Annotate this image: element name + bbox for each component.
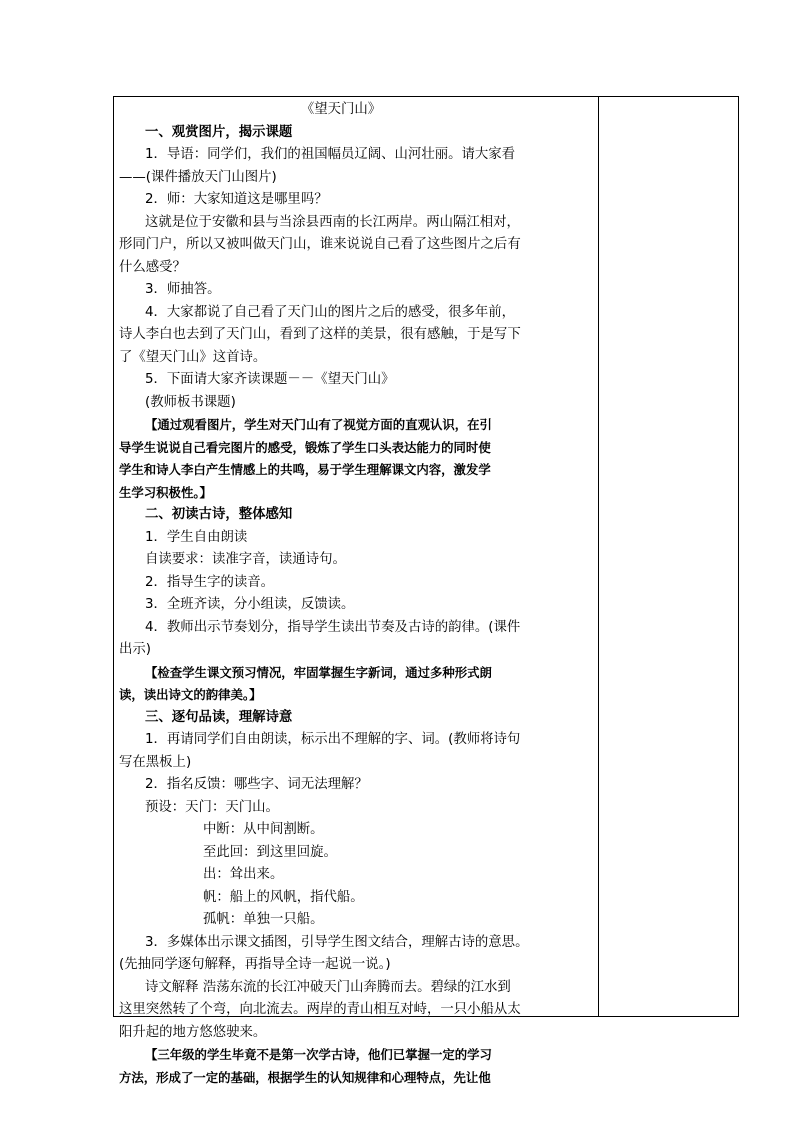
text-line: 5．下面请大家齐读课题－－《望天门山》 bbox=[145, 372, 395, 387]
text-line: 1．导语：同学们，我们的祖国幅员辽阔、山河壮丽。请大家看 bbox=[145, 147, 516, 162]
teaching-note-line: 导学生说说自己看完图片的感受，锻炼了学生口头表达能力的同时使 bbox=[119, 439, 491, 455]
text-line: 孤帆：单独一只船。 bbox=[203, 912, 324, 927]
text-line: 出：耸出来。 bbox=[203, 867, 284, 882]
teaching-note-line: 学生和诗人李白产生情感上的共鸣，易于学生理解课文内容，激发学 bbox=[119, 462, 491, 477]
notes-cell-empty bbox=[599, 97, 738, 1016]
text-line: 了《望天门山》这首诗。 bbox=[119, 349, 267, 365]
text-line: 2．师：大家知道这是哪里吗？ bbox=[145, 192, 328, 207]
text-line: 写在黑板上) bbox=[119, 754, 192, 770]
text-line: 3．多媒体出示课文插图，引导学生图文结合，理解古诗的意思。 bbox=[145, 934, 529, 950]
teaching-note-line: 生学习积极性。】 bbox=[119, 484, 212, 500]
teaching-note-line: 【检查学生课文预习情况，牢固掌握生字新词，通过多种形式朗 bbox=[145, 664, 492, 680]
text-line: 4．大家都说了自己看了天门山的图片之后的感受，很多年前， bbox=[145, 304, 516, 320]
teaching-note-line: 读，读出诗文的韵律美。】 bbox=[119, 687, 262, 702]
text-line: 至此回：到这里回旋。 bbox=[203, 844, 337, 860]
section-heading: 二、初读古诗，整体感知 bbox=[145, 507, 293, 522]
text-line: 这就是位于安徽和县与当涂县西南的长江两岸。两山隔江相对， bbox=[145, 214, 520, 230]
lesson-content-cell bbox=[119, 99, 593, 1089]
text-line: 诗人李白也去到了天门山，看到了这样的美景，很有感触，于是写下 bbox=[119, 327, 521, 342]
text-line: ——(课件播放天门山图片) bbox=[119, 169, 277, 185]
text-line: 3．师抽答。 bbox=[145, 282, 221, 297]
text-line: 预设：天门：天门山。 bbox=[145, 799, 279, 815]
text-line: (教师板书课题) bbox=[145, 394, 236, 410]
lesson-lines bbox=[119, 122, 593, 1090]
text-line: (先抽同学逐句解释，再指导全诗一起说一说。) bbox=[119, 957, 391, 972]
section-heading: 三、逐句品读，理解诗意 bbox=[145, 709, 293, 725]
lesson-title: 《望天门山》 bbox=[300, 102, 382, 117]
text-line: 1．再请同学们自由朗读，标示出不理解的字、词。(教师将诗句 bbox=[145, 732, 521, 747]
text-line: 2．指名反馈：哪些字、词无法理解？ bbox=[145, 777, 368, 792]
text-line: 2．指导生字的读音。 bbox=[145, 574, 275, 590]
text-line: 出示) bbox=[119, 642, 152, 657]
text-line: 什么感受？ bbox=[119, 259, 186, 275]
text-line: 诗文解释 浩荡东流的长江冲破天门山奔腾而去。碧绿的江水到 bbox=[145, 979, 511, 995]
text-line: 3．全班齐读，分小组读，反馈读。 bbox=[145, 597, 355, 612]
teaching-note-line: 【通过观看图片，学生对天门山有了视觉方面的直观认识，在引 bbox=[145, 417, 492, 432]
section-heading: 一、观赏图片，揭示课题 bbox=[145, 124, 293, 140]
teaching-note-line: 【三年级的学生毕竟不是第一次学古诗，他们已掌握一定的学习 bbox=[145, 1047, 492, 1062]
text-line: 4．教师出示节奏划分，指导学生读出节奏及古诗的韵律。(课件 bbox=[145, 619, 521, 635]
text-line: 1．学生自由朗读 bbox=[145, 529, 248, 545]
text-line: 帆：船上的风帆，指代船。 bbox=[203, 889, 364, 905]
lesson-table bbox=[113, 96, 739, 1085]
text-line: 阳升起的地方悠悠驶来。 bbox=[119, 1024, 267, 1040]
text-line: 自读要求：读准字音，读通诗句。 bbox=[145, 552, 346, 567]
text-line: 形同门户，所以又被叫做天门山，谁来说说自己看了这些图片之后有 bbox=[119, 237, 521, 252]
text-line: 这里突然转了个弯，向北流去。两岸的青山相互对峙，一只小船从太 bbox=[119, 1002, 521, 1017]
text-line: 中断：从中间割断。 bbox=[203, 822, 324, 837]
teaching-note-line: 方法，形成了一定的基础，根据学生的认知规律和心理特点，先让他 bbox=[119, 1069, 491, 1085]
